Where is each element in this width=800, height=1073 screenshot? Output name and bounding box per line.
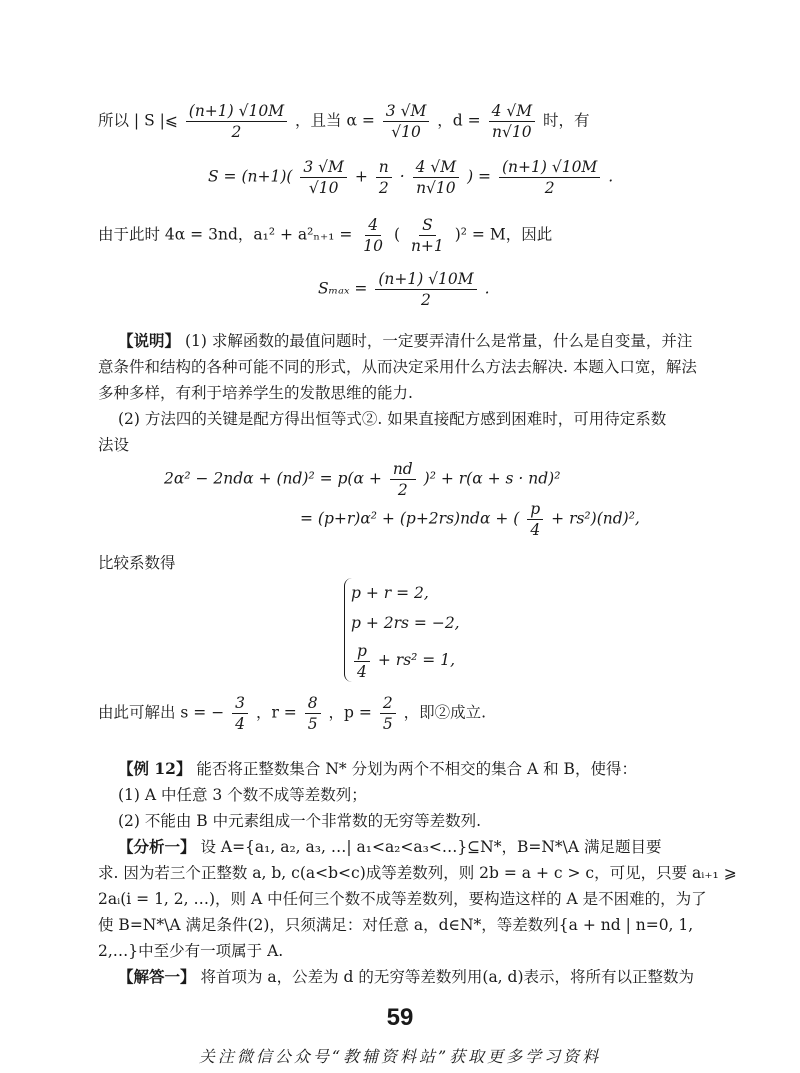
solution-line-1: 【解答一】 将首项为 a，公差为 d 的无穷等差数列用(a, d)表示，将所有以正整数为 <box>118 967 695 986</box>
compare-line: 比较系数得 <box>98 554 176 572</box>
analysis-tag: 【分析一】 <box>118 837 196 856</box>
analysis-line-2: 求. 因为若三个正整数 a, b, c(a<b<c)成等差数列，则 2b = a + c > c，可见，只要 aᵢ₊₁ ⩾ <box>98 864 737 882</box>
remark-line-4: (2) 方法四的关键是配方得出恒等式②. 如果直接配方感到困难时，可用待定系数 <box>118 410 667 428</box>
since-line: 由于此时 4α = 3nd，a₁² + a²ₙ₊₁ = $\frac{4}{10}$ ( $\frac{S}{n+1}$ )² = M，因此 <box>98 216 553 255</box>
identity-row-1: 2α² − 2ndα + (nd)² = p(α + $\frac{nd}{2}$ )² + r(α + s · nd)² <box>164 460 561 499</box>
inequality-line: 所以 | S |⩽ $\frac{(n+1) √10M}{2}$ ，且当 α = $\frac{3 √M}{√10}$ ，d = $\frac{4 √M}{n√10}$ 时，有 <box>98 102 590 141</box>
page-number: 59 <box>386 1004 414 1031</box>
analysis-line-3: 2aᵢ(i = 1, 2, …)，则 A 中任何三个数不成等差数列，要构造这样的 A 是不困难的，为了 <box>98 890 707 908</box>
example-line-2: (1) A 中任意 3 个数不成等差数列； <box>118 786 367 804</box>
example-line-1: 【例 12】 能否将正整数集合 N* 分划为两个不相交的集合 A 和 B，使得： <box>118 759 637 778</box>
equation-system <box>344 578 460 682</box>
solve-line: 由此可解出 s = − $\frac{3}{4}$ ，r = $\frac{8}{5}$ ，p = $\frac{2}{5}$ ，即②成立. <box>98 694 487 733</box>
system-eq-3: $\frac{p}{4}$ + rs² = 1, <box>351 638 460 682</box>
smax-equation: Sₘₐₓ = $\frac{(n+1) √10M}{2}$ . <box>318 270 490 309</box>
remark-line-1: 【说明】 (1) 求解函数的最值问题时，一定要弄清什么是常量，什么是自变量，并注 <box>118 331 693 350</box>
identity-row-2: = (p+r)α² + (p+2rs)ndα + ( $\frac{p}{4}$ + rs²)(nd)², <box>300 500 640 539</box>
example-line-3: (2) 不能由 B 中元素组成一个非常数的无穷等差数列. <box>118 812 482 830</box>
analysis-line-5: 2,…}中至少有一项属于 A. <box>98 942 284 960</box>
solution-tag: 【解答一】 <box>118 967 196 986</box>
remark-line-3: 多种多样，有利于培养学生的发散思维的能力. <box>98 384 413 402</box>
example-tag: 【例 12】 <box>118 759 192 778</box>
s-equation: S = (n+1)( $\frac{3 √M}{√10}$ + $\frac{n}{2}$ · $\frac{4 √M}{n√10}$ ) = $\frac{(n+1) √10M}{2}$ . <box>208 158 614 197</box>
analysis-line-4: 使 B=N*\A 满足条件(2)，只须满足：对任意 a，d∈N*，等差数列{a + nd | n=0, 1, <box>98 916 694 934</box>
remark-line-2: 意条件和结构的各种可能不同的形式，从而决定采用什么方法去解决. 本题入口宽，解法 <box>98 358 697 376</box>
remark-line-5: 法设 <box>98 436 130 454</box>
footer-watermark: 关注微信公众号“教辅资料站”获取更多学习资料 <box>198 1047 602 1066</box>
system-eq-2: p + 2rs = −2, <box>351 614 460 632</box>
remark-tag: 【说明】 <box>118 331 181 350</box>
analysis-line-1: 【分析一】 设 A={a₁, a₂, a₃, …| a₁<a₂<a₃<…}⊆N*，B=N*\A 满足题目要 <box>118 837 662 856</box>
system-eq-1: p + r = 2, <box>351 584 429 602</box>
